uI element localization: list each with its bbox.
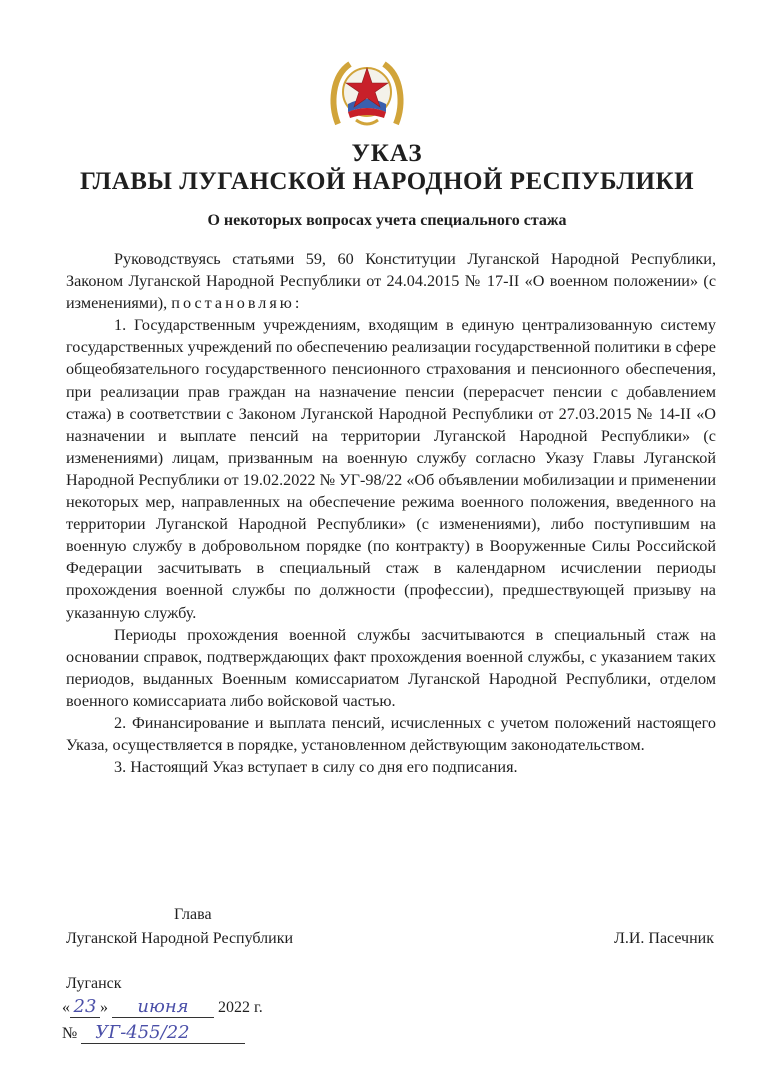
signatory-post-line1: Глава <box>174 906 212 923</box>
date-year: 2022 г. <box>218 999 263 1016</box>
decree-keyword: постановляю: <box>171 294 303 313</box>
date-quote-close: » <box>100 999 108 1016</box>
decree-body <box>66 248 716 778</box>
decree-subject: О некоторых вопросах учета специального стажа <box>207 212 567 229</box>
signatory-post-line2: Луганской Народной Республики <box>66 930 294 947</box>
decree-number <box>62 1022 245 1044</box>
item-3-paragraph: 3. Настоящий Указ вступает в силу со дня его подписания. <box>114 758 518 777</box>
place-of-signing: Луганск <box>66 975 122 992</box>
number-handwritten: УГ-455/22 <box>81 1022 245 1044</box>
item-1-paragraph: 1. Государственным учреждениям, входящим в единую централизованную систему государственных учреждений по обеспечению реализации государственной политики в сфере общеобязательного государственного пенсионного страхования и пенсионного обеспечения, при реализации прав граждан на назначение пенсии (перерасчет пенсии с добавлением стажа) в соответствии с Законом Луганской Народной Республики от 27.03.2015 № 14-II «О назначении и выплате пенсий на территории Луганской Народной Республики» (с изменениями) лицам, призванным на военную службу согласно Указу Главы Луганской Народной Республики от 19.02.2022 № УГ-98/22 «Об объявлении мобилизации и применении некоторых мер, направленных на обеспечение режима военного положения, введенного на территории Луганской Народной Республики» (с изменениями), либо поступившим на военную службу в добровольном порядке (по контракту) в Вооруженные Силы Российской Федерации засчитывать в специальный стаж в календарном исчислении периоды прохождения военной службы по должности (профессии), предшествующей призыву на указанную службу. <box>66 316 716 622</box>
date-month-handwritten: июня <box>112 996 214 1018</box>
signatory-name: Л.И. Пасечник <box>613 930 714 947</box>
decree-issuer: ГЛАВЫ ЛУГАНСКОЙ НАРОДНОЙ РЕСПУБЛИКИ <box>79 168 695 195</box>
decree-title: УКАЗ <box>351 140 423 167</box>
lpr-coat-of-arms-icon <box>328 54 406 132</box>
signing-date <box>62 996 263 1018</box>
preamble-text: Руководствуясь статьями 59, 60 Конституции Луганской Народной Республики, Законом Луганской Народной Республики от 24.04.2015 № 17-II «О военном положении» (с изменениями), <box>66 250 716 313</box>
preamble-paragraph <box>66 248 716 314</box>
date-day-handwritten: 23 <box>70 996 100 1018</box>
item-1-continuation-paragraph: Периоды прохождения военной службы засчитываются в специальный стаж на основании справок, подтверждающих факт прохождения военной службы, с указанием таких периодов, выданных Военным комиссариатом Луганской Народной Республики, отделом военного комиссариата либо войсковой частью. <box>66 625 716 710</box>
date-quote-open: « <box>62 999 70 1016</box>
number-label: № <box>62 1025 78 1042</box>
item-2-paragraph: 2. Финансирование и выплата пенсий, исчисленных с учетом положений настоящего Указа, осуществляется в порядке, установленном действующим законодательством. <box>66 713 716 755</box>
